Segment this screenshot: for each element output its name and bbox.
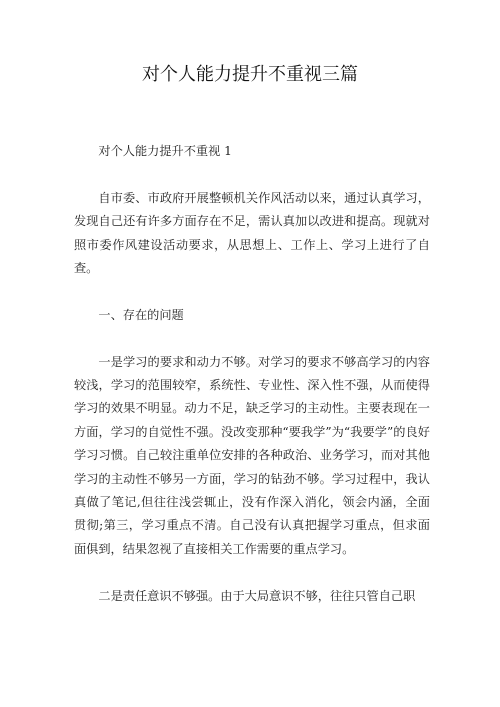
section-subtitle: 对个人能力提升不重视 1 [98, 144, 232, 158]
problem-paragraph-2: 二是责任意识不够强。由于大局意识不够，往往只管自己职 [98, 588, 416, 603]
document-body [74, 140, 430, 631]
section-heading: 一、存在的问题 [98, 307, 184, 322]
document-title: 对个人能力提升不重视三篇 [142, 64, 358, 85]
intro-paragraph: 自市委、市政府开展整顿机关作风活动以来，通过认真学习，发现自己还有许多方面存在不足，需认真加以改进和提高。现就对照市委作风建设活动要求，从思想上、工作上、学习上进行了自查。 [74, 190, 430, 276]
problem-paragraph-1: 一是学习的要求和动力不够。对学习的要求不够高学习的内容较浅，学习的范围较窄，系统性、专业性、深入性不强，从而使得学习的效果不明显。动力不足，缺乏学习的主动性。主要表现在一方面，学习的自觉性不强。没改变那种“要我学”为“我要学”的良好学习习惯。自己较注重单位安排的各种政治、业务学习，而对其他学习的主动性不够另一方面，学习的钻劲不够。学习过程中，我认真做了笔记,但往往浅尝辄止，没有作深入消化，领会内涵，全面贯彻;第三，学习重点不清。自己没有认真把握学习重点，但求面面俱到，结果忽视了直接相关工作需要的重点学习。 [74, 354, 430, 556]
